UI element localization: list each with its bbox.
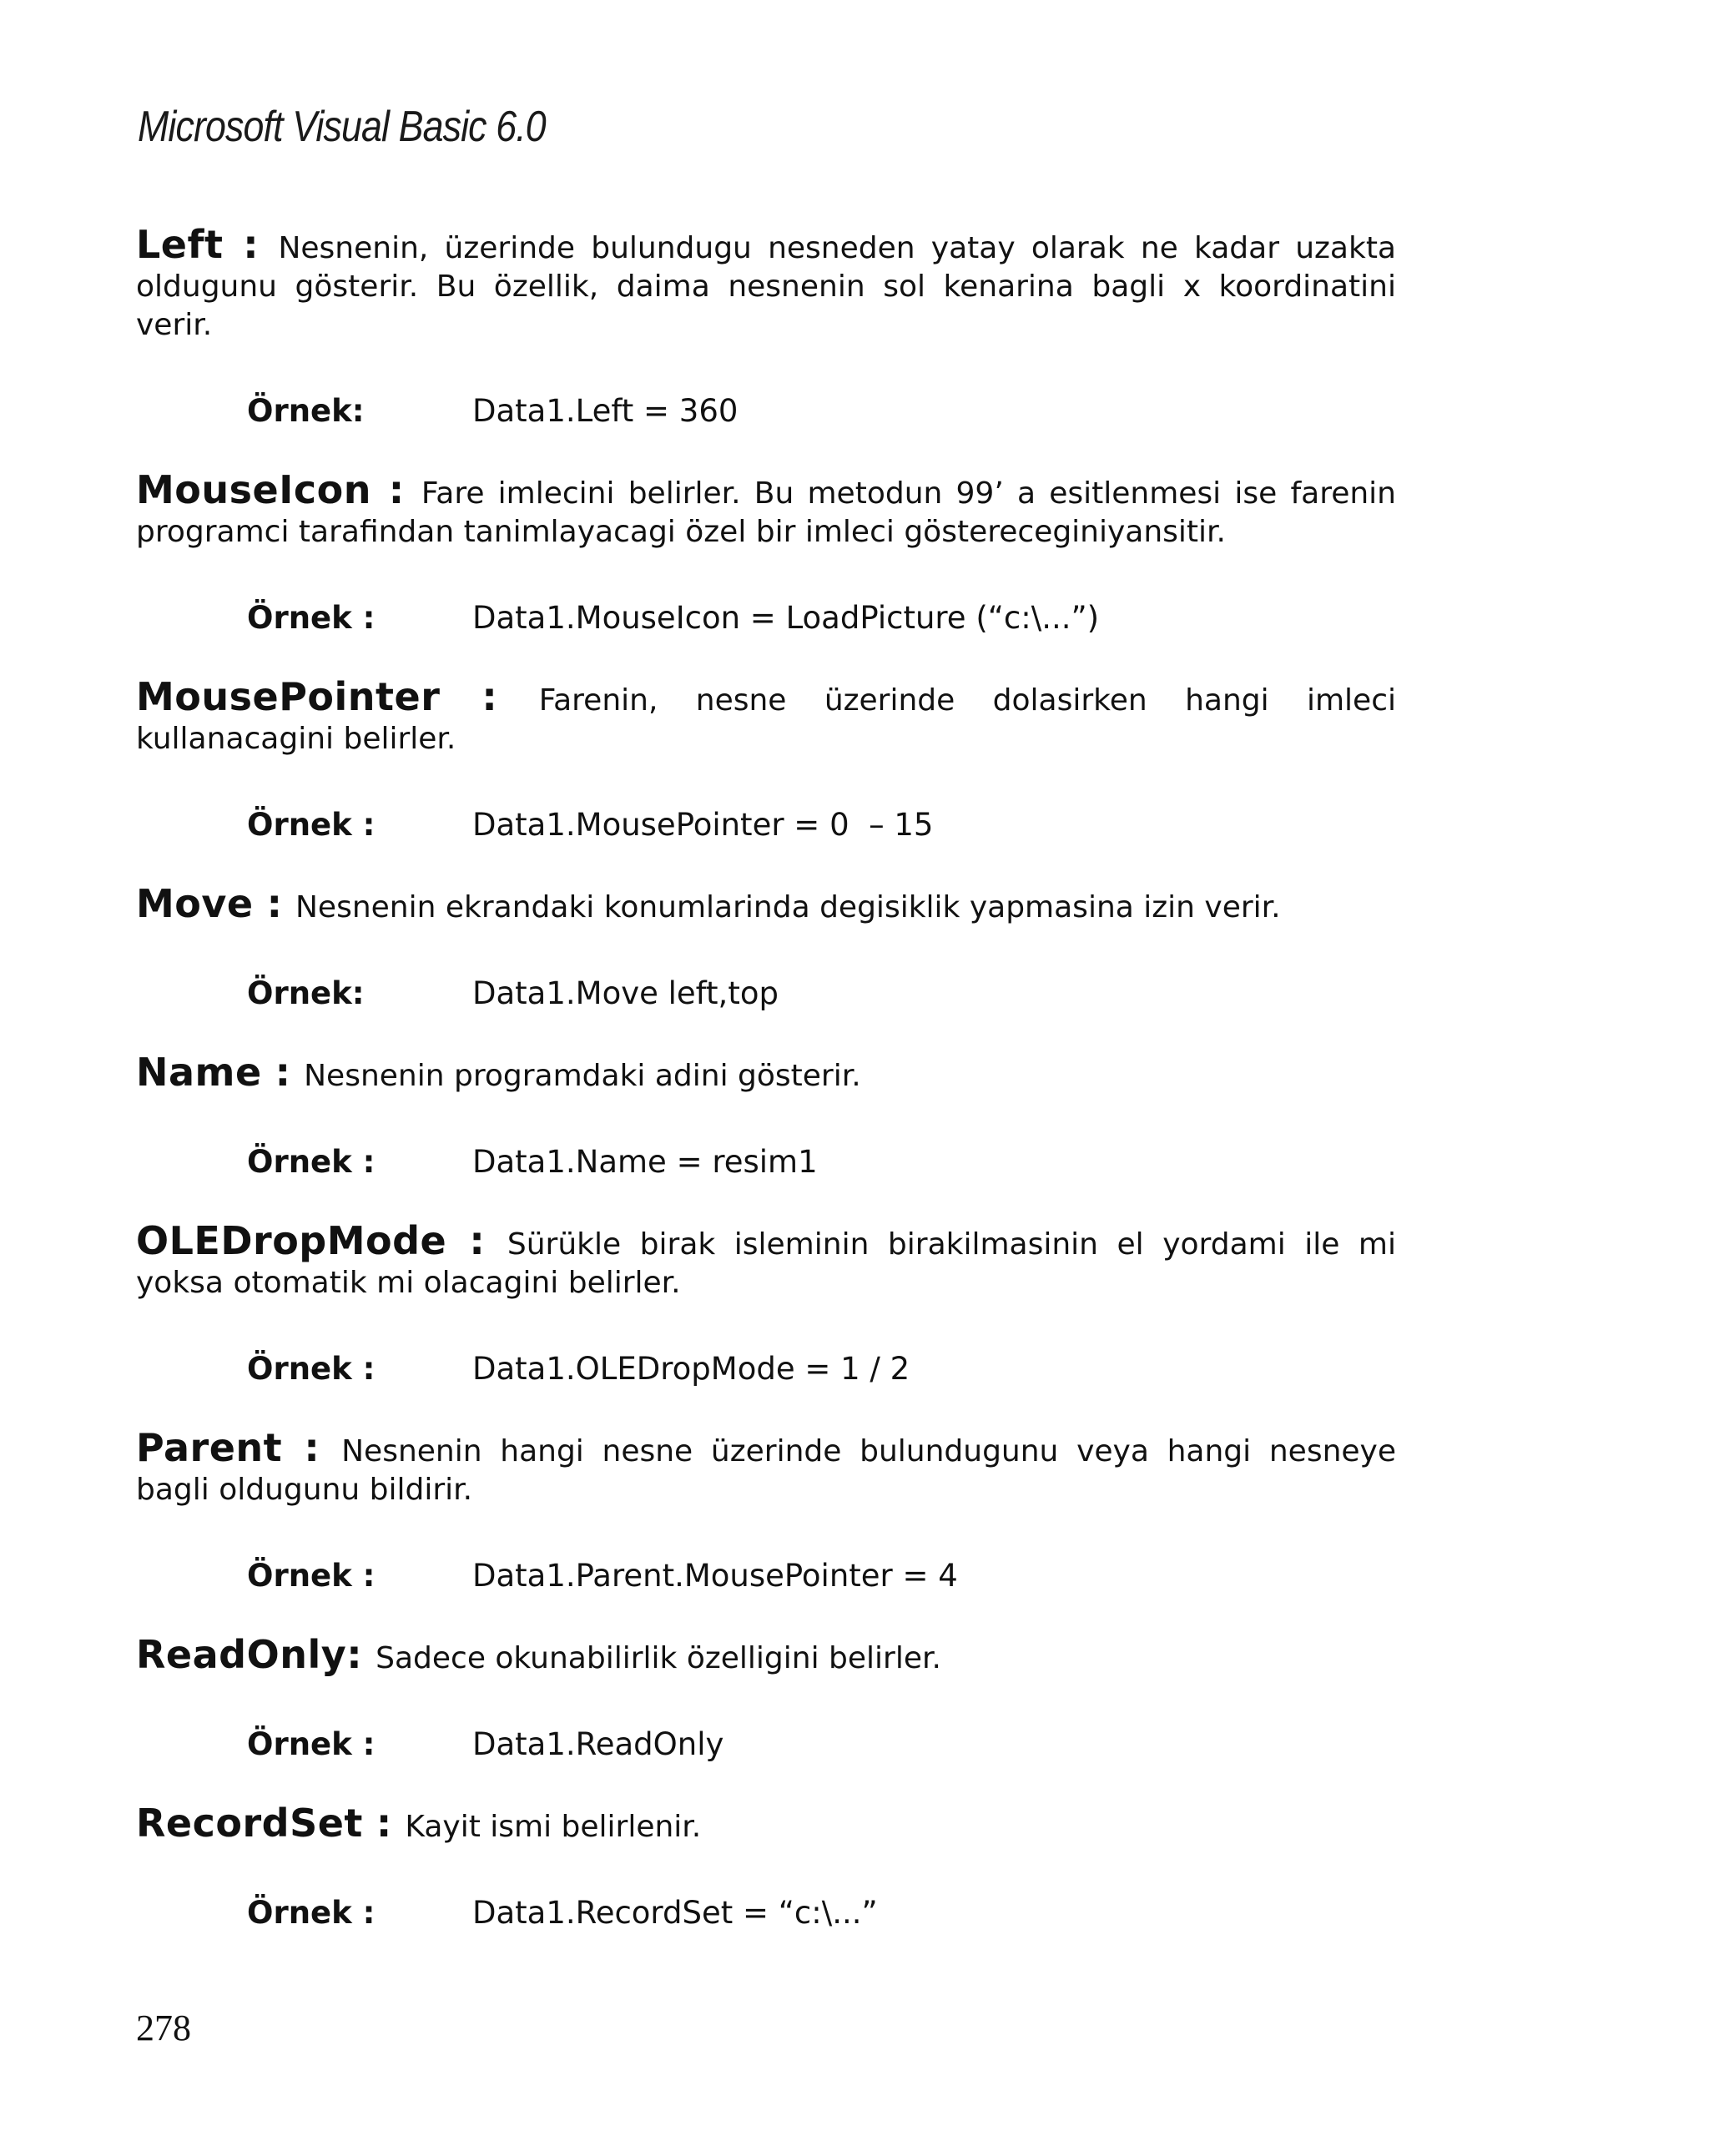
property-entry-mousepointer — [136, 674, 1396, 843]
property-entry-readonly — [136, 1632, 1396, 1762]
example-line — [136, 600, 1396, 636]
example-line — [136, 807, 1396, 843]
property-description: Farenin, nesne üzerinde dolasirken hangi imleci kullanacagini belirler. — [136, 683, 1396, 756]
example-line — [136, 1558, 1396, 1594]
example-code: Data1.Left = 360 — [472, 393, 739, 429]
property-description: Sadece okunabilirlik özelligini belirler. — [376, 1641, 941, 1675]
property-description: Nesnenin programdaki adini gösterir. — [304, 1059, 861, 1093]
example-label: Örnek : — [247, 1726, 376, 1762]
term-separator: : — [440, 674, 539, 719]
example-label: Örnek : — [247, 1351, 376, 1387]
property-term: OLEDropMode — [136, 1218, 447, 1263]
term-separator: : — [371, 467, 421, 512]
example-code: Data1.RecordSet = “c:\...” — [472, 1895, 878, 1931]
term-separator: : — [446, 1218, 507, 1263]
example-code: Data1.MouseIcon = LoadPicture (“c:\...”) — [472, 600, 1100, 636]
example-code: Data1.MousePointer = 0 – 15 — [472, 807, 934, 843]
example-code: Data1.OLEDropMode = 1 / 2 — [472, 1351, 910, 1387]
example-code: Data1.Name = resim1 — [472, 1144, 818, 1180]
property-definition — [136, 467, 1396, 552]
property-entry-move — [136, 881, 1396, 1011]
term-separator: : — [223, 222, 279, 267]
term-separator: : — [282, 1425, 342, 1470]
running-header: Microsoft Visual Basic 6.0 — [138, 103, 546, 151]
example-code: Data1.ReadOnly — [472, 1726, 724, 1762]
example-label: Örnek: — [247, 393, 365, 429]
example-label: Örnek : — [247, 1895, 376, 1931]
property-description: Nesnenin, üzerinde bulundugu nesneden yatay olarak ne kadar uzakta oldugunu gösterir. Bu özellik, daima nesnenin sol kenarina bagli x koordinatini verir. — [136, 231, 1396, 342]
example-line — [136, 1895, 1396, 1931]
property-entry-left — [136, 222, 1396, 429]
property-entry-recordset — [136, 1801, 1396, 1931]
example-line — [136, 393, 1396, 429]
property-definition — [136, 1425, 1396, 1509]
example-label: Örnek: — [247, 975, 365, 1011]
term-separator — [362, 1632, 376, 1677]
property-entry-mouseicon — [136, 467, 1396, 636]
property-term: Name — [136, 1050, 262, 1095]
property-term: MouseIcon — [136, 467, 371, 512]
property-term: MousePointer — [136, 674, 441, 719]
property-description: Nesnenin ekrandaki konumlarinda degisiklik yapmasina izin verir. — [295, 890, 1281, 924]
example-line — [136, 1144, 1396, 1180]
property-term: Parent — [136, 1425, 283, 1470]
property-definition — [136, 1218, 1396, 1302]
example-label: Örnek : — [247, 1558, 376, 1594]
property-term: Move — [136, 881, 254, 926]
example-line — [136, 1726, 1396, 1762]
term-separator: : — [253, 881, 295, 926]
property-definition — [136, 1050, 1396, 1096]
property-entry-name — [136, 1050, 1396, 1180]
page-number: 278 — [136, 2007, 191, 2048]
property-definition — [136, 674, 1396, 758]
property-description: Fare imlecini belirler. Bu metodun 99’ a esitlenmesi ise farenin programci tarafindan tanimlayacagi özel bir imleci göstereceginiyansitir. — [136, 476, 1396, 549]
example-line — [136, 975, 1396, 1011]
property-description: Nesnenin hangi nesne üzerinde bulundugunu veya hangi nesneye bagli oldugunu bildirir. — [136, 1434, 1396, 1507]
property-term: Left — [136, 222, 224, 267]
example-label: Örnek : — [247, 600, 376, 636]
property-definition — [136, 881, 1396, 927]
property-term: RecordSet — [136, 1801, 363, 1846]
property-entry-parent — [136, 1425, 1396, 1594]
example-line — [136, 1351, 1396, 1387]
example-label: Örnek : — [247, 1144, 376, 1180]
property-description: Kayit ismi belirlenir. — [405, 1810, 702, 1844]
term-separator: : — [261, 1050, 305, 1095]
property-description: Sürükle birak isleminin birakilmasinin el yordami ile mi yoksa otomatik mi olacagini belirler. — [136, 1227, 1396, 1300]
property-entry-oledropmode — [136, 1218, 1396, 1387]
example-code: Data1.Parent.MousePointer = 4 — [472, 1558, 958, 1594]
property-definition — [136, 222, 1396, 345]
property-definition — [136, 1801, 1396, 1846]
example-label: Örnek : — [247, 807, 376, 843]
property-list — [136, 222, 1396, 1972]
example-code: Data1.Move left,top — [472, 975, 779, 1011]
property-term: ReadOnly: — [136, 1632, 363, 1677]
property-definition — [136, 1632, 1396, 1678]
term-separator: : — [362, 1801, 406, 1846]
